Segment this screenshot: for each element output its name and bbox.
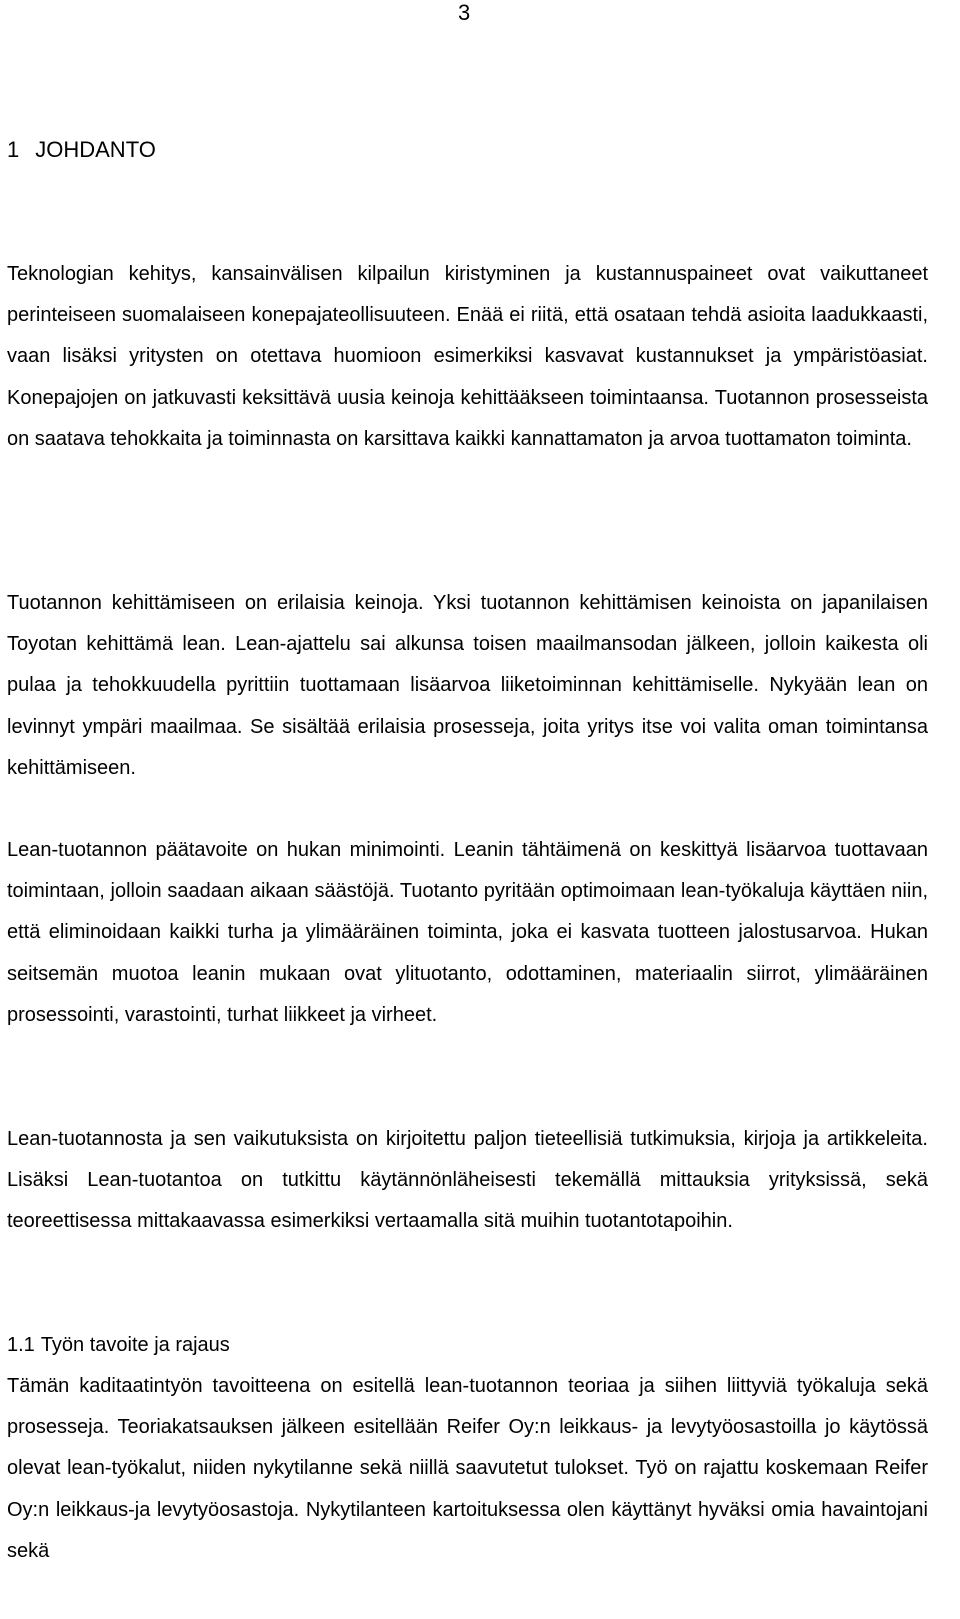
intro-paragraph-3: Lean-tuotannon päätavoite on hukan minimointi. Leanin tähtäimenä on keskittyä lisäarvoa tuottavaan toimintaan, jolloin saadaan aikaan säästöjä. Tuotanto pyritään optimoimaan lean-työkaluja käyttäen niin, että eliminoidaan kaikki turha ja ylimääräinen toiminta, joka ei kasvata tuotteen jalostusarvoa. Hukan seitsemän muotoa leanin mukaan ovat ylituotanto, odottaminen, materiaalin siirrot, ylimääräinen prosessointi, varastointi, turhat liikkeet ja virheet.	[7, 839, 928, 1026]
page-number: 3	[458, 0, 471, 25]
section-paragraph: Tämän kaditaatintyön tavoitteena on esitellä lean-tuotannon teoriaa ja siihen liittyviä työkaluja sekä prosesseja. Teoriakatsauksen jälkeen esitellään Reifer Oy:n leikkaus- ja levytyöosastoilla jo käytössä olevat lean-työkalut, niiden nykytilanne sekä niillä saavutetut tulokset. Työ on rajattu koskemaan Reifer Oy:n leikkaus-ja levytyöosastoja. Nykytilanteen kartoituksessa olen käyttänyt hyväksi omia havaintojani sekä	[7, 1375, 928, 1562]
section-heading	[7, 1325, 230, 1366]
chapter-title: JOHDANTO	[35, 137, 156, 162]
intro-paragraph-4: Lean-tuotannosta ja sen vaikutuksista on kirjoitettu paljon tieteellisiä tutkimuksia, kirjoja ja artikkeleita. Lisäksi Lean-tuotantoa on tutkittu käytännönläheisesti tekemällä mittauksia yrityksissä, sekä teoreettisessa mittakaavassa esimerkiksi vertaamalla sitä muihin tuotantotapoihin.	[7, 1128, 928, 1233]
section-title: Työn tavoite ja rajaus	[40, 1334, 230, 1356]
intro-paragraph-2: Tuotannon kehittämiseen on erilaisia keinoja. Yksi tuotannon kehittämisen keinoista on japanilaisen Toyotan kehittämä lean. Lean-ajattelu sai alkunsa toisen maailmansodan jälkeen, jolloin kaikesta oli pulaa ja tehokkuudella pyrittiin tuottamaan lisäarvoa liiketoiminnan kehittämiselle. Nykyään lean on levinnyt ympäri maailmaa. Se sisältää erilaisia prosesseja, joita yritys itse voi valita oman toimintansa kehittämiseen.	[7, 592, 928, 779]
section-number: 1.1	[7, 1334, 35, 1356]
intro-paragraph-1: Teknologian kehitys, kansainvälisen kilpailun kiristyminen ja kustannuspaineet ovat vaikuttaneet perinteiseen suomalaiseen konepajateollisuuteen. Enää ei riitä, että osataan tehdä asioita laadukkaasti, vaan lisäksi yritysten on otettava huomioon esimerkiksi kasvavat kustannukset ja ympäristöasiat. Konepajojen on jatkuvasti keksittävä uusia keinoja kehittääkseen toimintaansa. Tuotannon prosesseista on saatava tehokkaita ja toiminnasta on karsittava kaikki kannattamaton ja arvoa tuottamaton toiminta.	[7, 263, 928, 450]
chapter-heading	[7, 137, 156, 163]
chapter-number: 1	[7, 137, 20, 162]
